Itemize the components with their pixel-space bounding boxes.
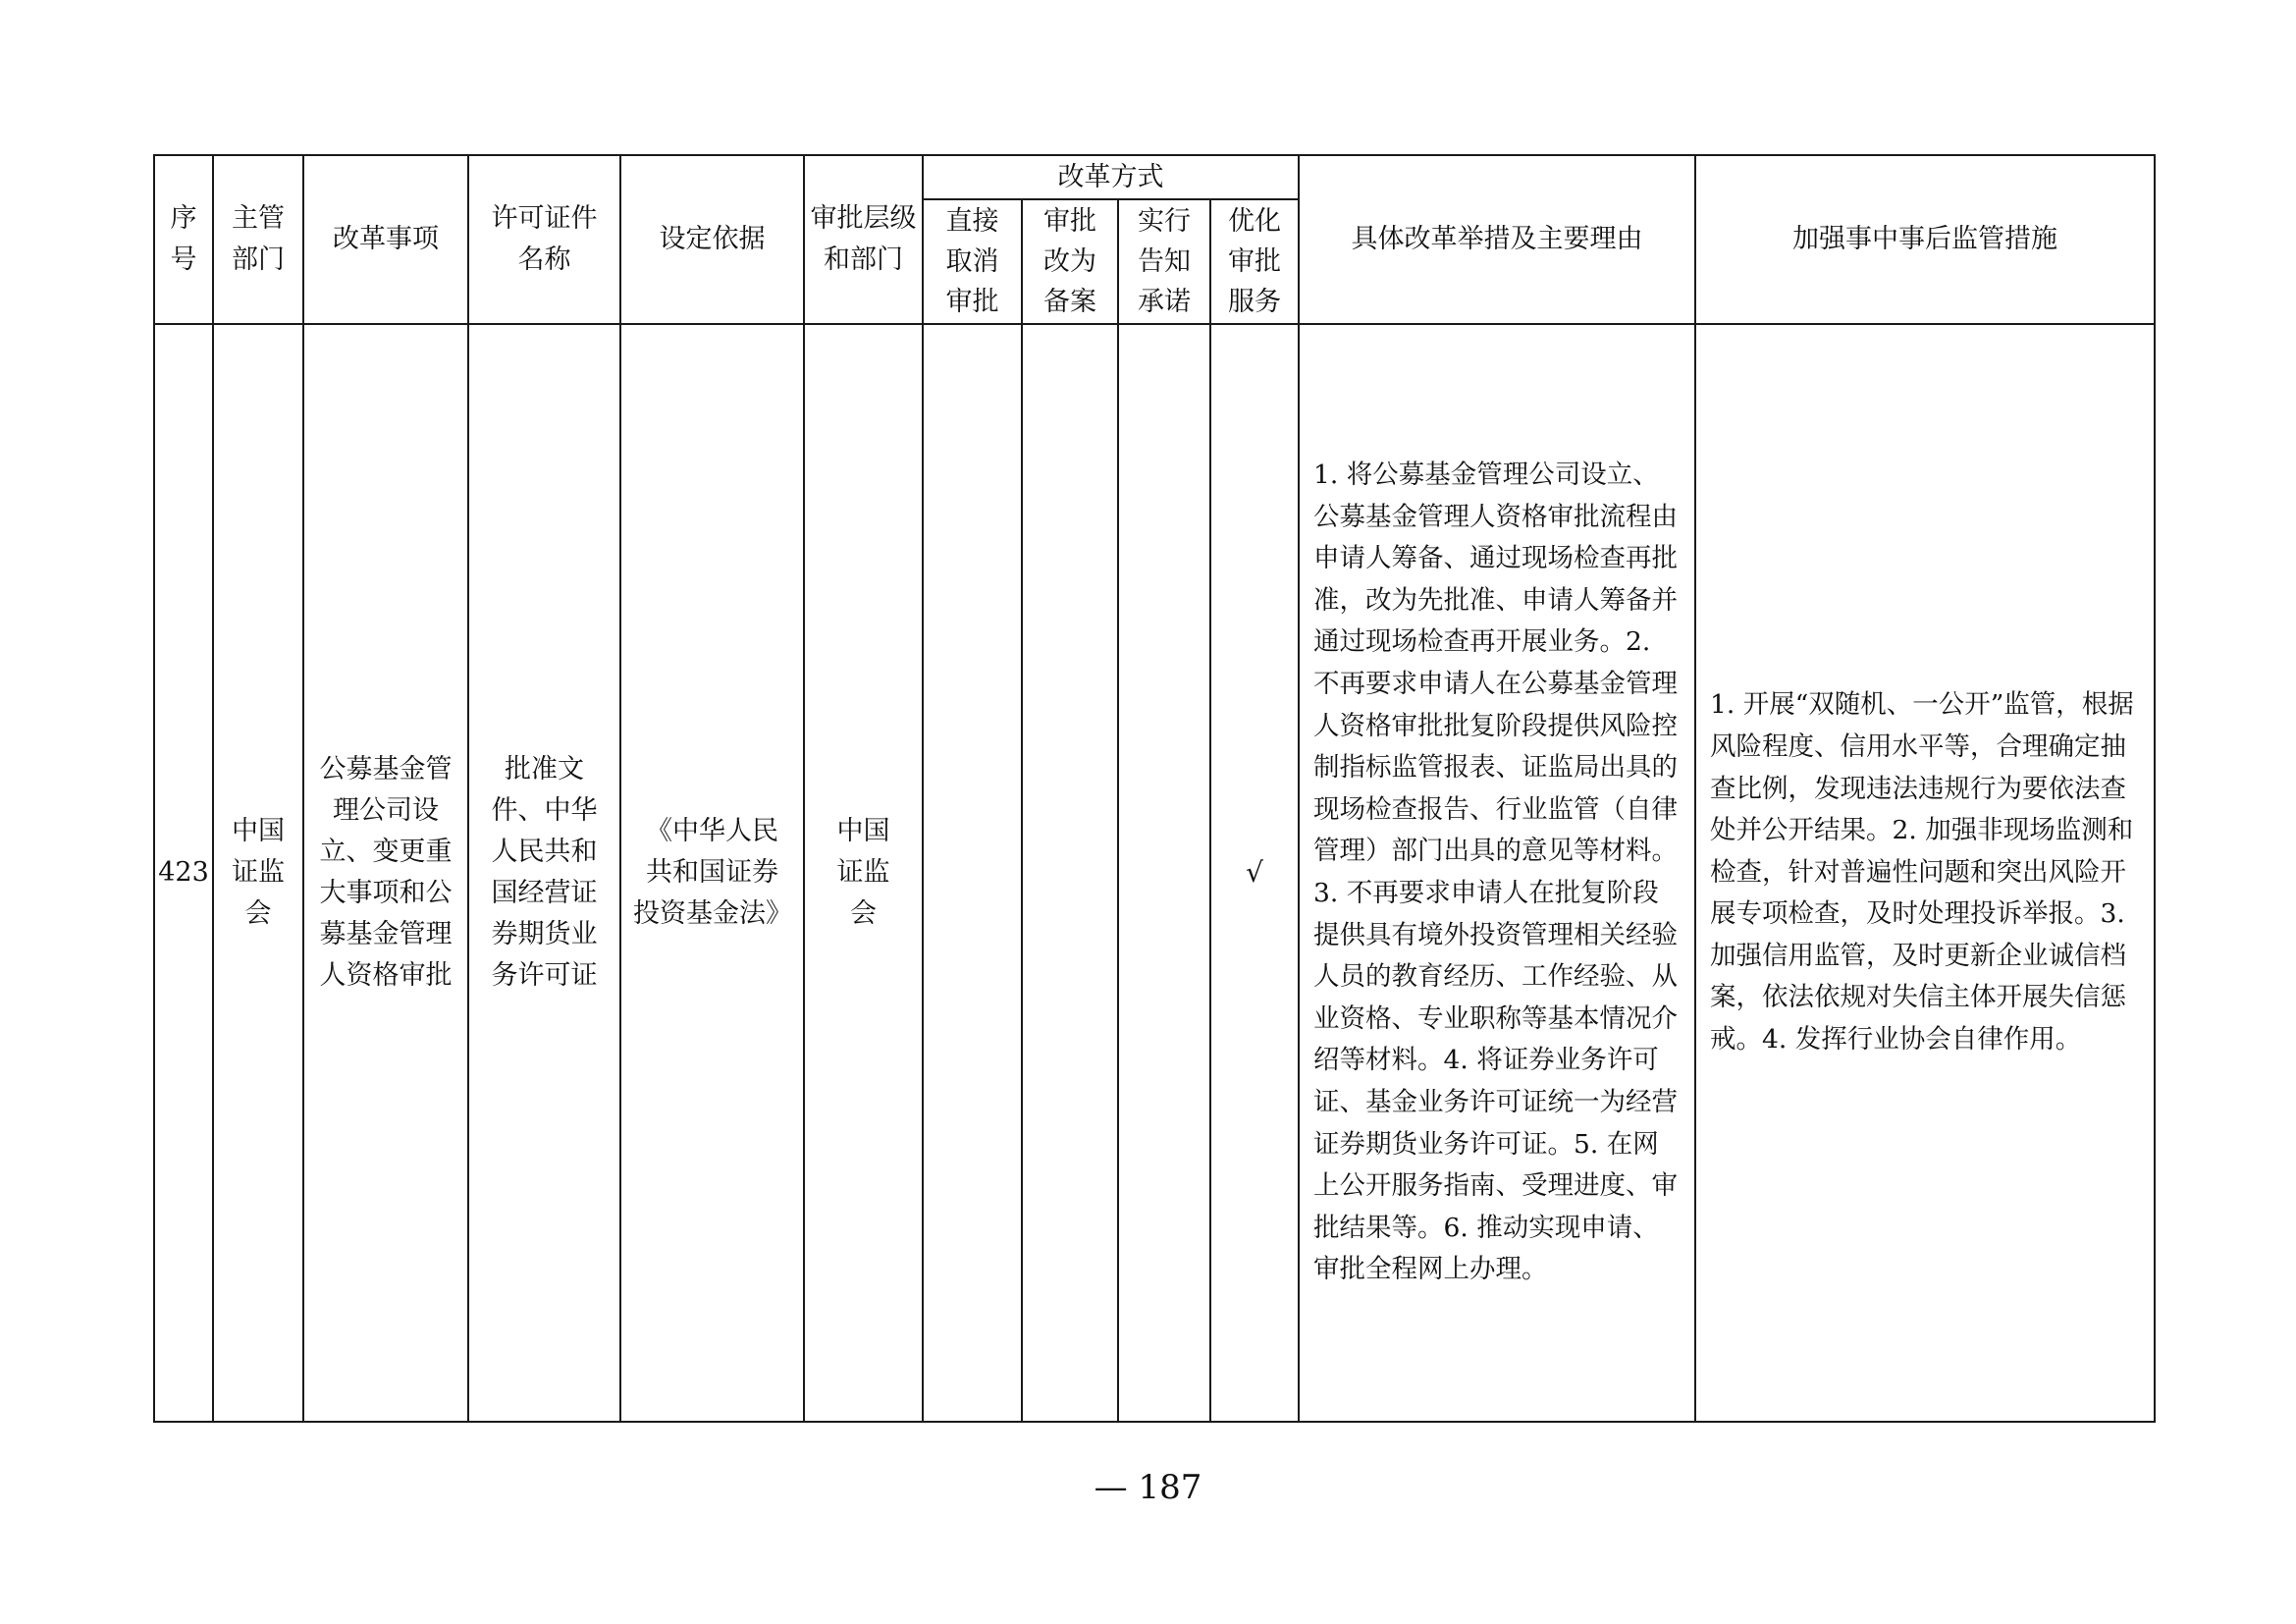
row-method-cancel: [923, 324, 1022, 1422]
row-supervision: 1. 开展“双随机、一公开”监管，根据风险程度、信用水平等，合理确定抽查比例，发现违法违规行为要依法查处并公开结果。2. 加强非现场监测和检查，针对普遍性问题和突出风险开展专项检查，及时处理投诉举报。3. 加强信用监管，及时更新企业诚信档案，依法依规对失信主体开展失信惩戒。4. 发挥行业协会自律作用。: [1695, 324, 2155, 1422]
header-row-1: [154, 155, 2155, 199]
header-basis: 设定依据: [620, 155, 804, 324]
row-basis: 《中华人民共和国证券投资基金法》: [620, 324, 804, 1422]
header-method-notify: 实行告知承诺: [1118, 199, 1210, 324]
reform-table: [153, 154, 2156, 1423]
header-level: 审批层级和部门: [804, 155, 923, 324]
row-measures: 1. 将公募基金管理公司设立、公募基金管理人资格审批流程由申请人筹备、通过现场检查再批准，改为先批准、申请人筹备并通过现场检查再开展业务。2. 不再要求申请人在公募基金管理人资格审批批复阶段提供风险控制指标监管报表、证监局出具的现场检查报告、行业监管（自律管理）部门出具的意见等材料。3. 不再要求申请人在批复阶段提供具有境外投资管理相关经验人员的教育经历、工作经验、从业资格、专业职称等基本情况介绍等材料。4. 将证券业务许可证、基金业务许可证统一为经营证券期货业务许可证。5. 在网上公开服务指南、受理进度、审批结果等。6. 推动实现申请、审批全程网上办理。: [1299, 324, 1695, 1422]
page-footer: [0, 1468, 2296, 1507]
header-dept: 主管部门: [213, 155, 303, 324]
row-method-notify: [1118, 324, 1210, 1422]
row-method-optimize: [1210, 324, 1299, 1422]
header-method-cancel: 直接取消审批: [923, 199, 1022, 324]
page-number: — 187: [1094, 1468, 1202, 1507]
row-item: 公募基金管理公司设立、变更重大事项和公募基金管理人资格审批: [303, 324, 468, 1422]
row-level: 中国证监会: [804, 324, 923, 1422]
row-dept: 中国证监会: [213, 324, 303, 1422]
row-license: 批准文件、中华人民共和国经营证券期货业务许可证: [468, 324, 620, 1422]
header-seq: 序号: [154, 155, 213, 324]
header-license: 许可证件名称: [468, 155, 620, 324]
header-method-optimize: 优化审批服务: [1210, 199, 1299, 324]
header-method-group: 改革方式: [923, 155, 1299, 199]
table-row: [154, 324, 2155, 1422]
check-mark: √: [1246, 856, 1263, 889]
header-method-filing: 审批改为备案: [1022, 199, 1118, 324]
header-supervision: 加强事中事后监管措施: [1695, 155, 2155, 324]
row-method-filing: [1022, 324, 1118, 1422]
row-seq: 423: [154, 324, 213, 1422]
header-item: 改革事项: [303, 155, 468, 324]
header-measures: 具体改革举措及主要理由: [1299, 155, 1695, 324]
